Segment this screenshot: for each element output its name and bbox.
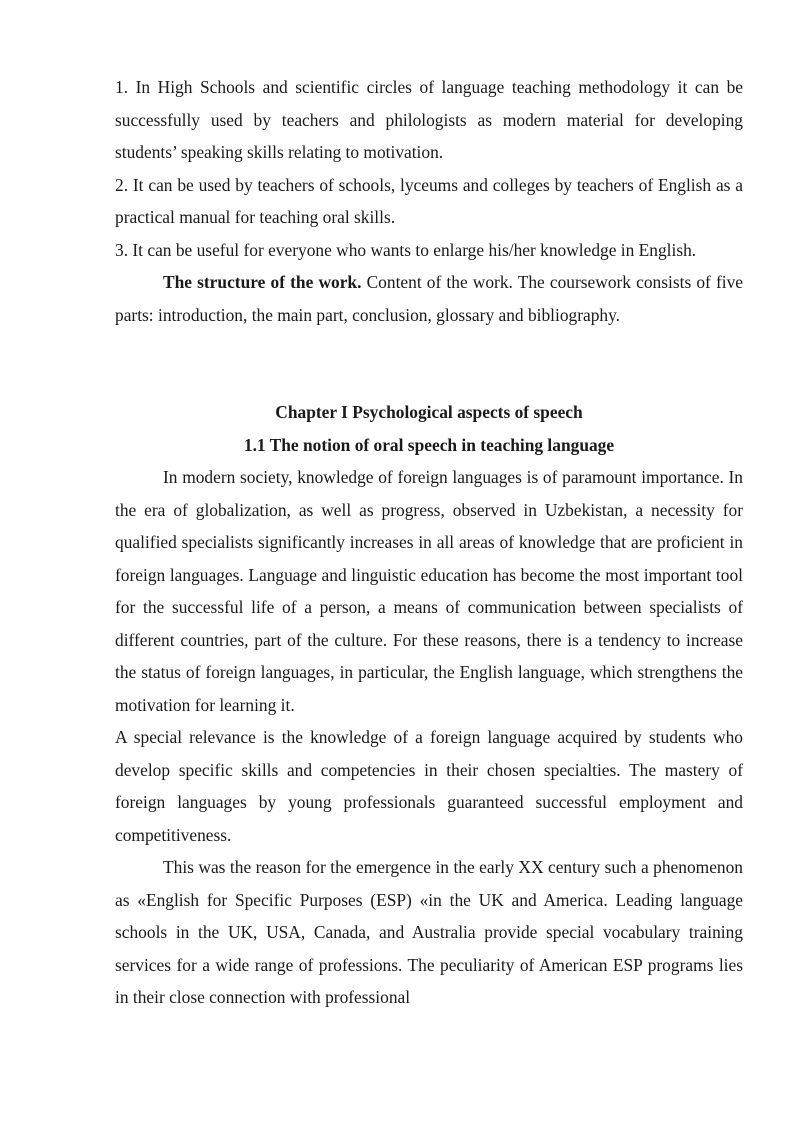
usage-item-3: 3. It can be useful for everyone who wants to enlarge his/her knowledge in English. xyxy=(115,239,697,260)
body-paragraph-3: This was the reason for the emergence in the early XX century such a phenomenon as «English for Specific Purposes (ESP) «in the UK and America. Leading language schools in the UK, USA, Canada, and Australia provide special vocabulary training services for a wide range of professions. The peculiarity of American ESP programs lies in their close connection with professional xyxy=(115,857,743,1007)
structure-text: Content of the work. The coursework consists of five parts: introduction, the main part, conclusion, glossary and bibliography. xyxy=(115,272,744,325)
document-page xyxy=(115,71,743,1014)
structure-label: The structure of the work. xyxy=(163,272,362,292)
chapter-title: Chapter I Psychological aspects of speech xyxy=(275,402,583,422)
body-paragraph-1: In modern society, knowledge of foreign languages is of paramount importance. In the era of globalization, as well as progress, observed in Uzbekistan, a necessity for qualified specialists significantly increases in all areas of knowledge that are proficient in foreign languages. Language and linguistic education has become the most important tool for the successful life of a person, a means of communication between specialists of different countries, part of the culture. For these reasons, there is a tendency to increase the status of foreign languages, in particular, the English language, which strengthens the motivation for learning it. xyxy=(115,467,743,715)
usage-item-2: 2. It can be used by teachers of schools, lyceums and colleges by teachers of English as a practical manual for teaching oral skills. xyxy=(115,174,743,227)
body-paragraph-2: A special relevance is the knowledge of a foreign language acquired by students who develop specific skills and competencies in their chosen specialties. The mastery of foreign languages by young professionals guaranteed successful employment and competitiveness. xyxy=(115,727,743,845)
section-title: 1.1 The notion of oral speech in teaching language xyxy=(243,434,615,455)
structure-paragraph xyxy=(115,266,743,331)
section-spacer xyxy=(115,331,743,396)
usage-item-1: 1. In High Schools and scientific circles of language teaching methodology it can be successfully used by teachers and philologists as modern material for developing students’ speaking skills relating to motivation. xyxy=(115,77,743,162)
